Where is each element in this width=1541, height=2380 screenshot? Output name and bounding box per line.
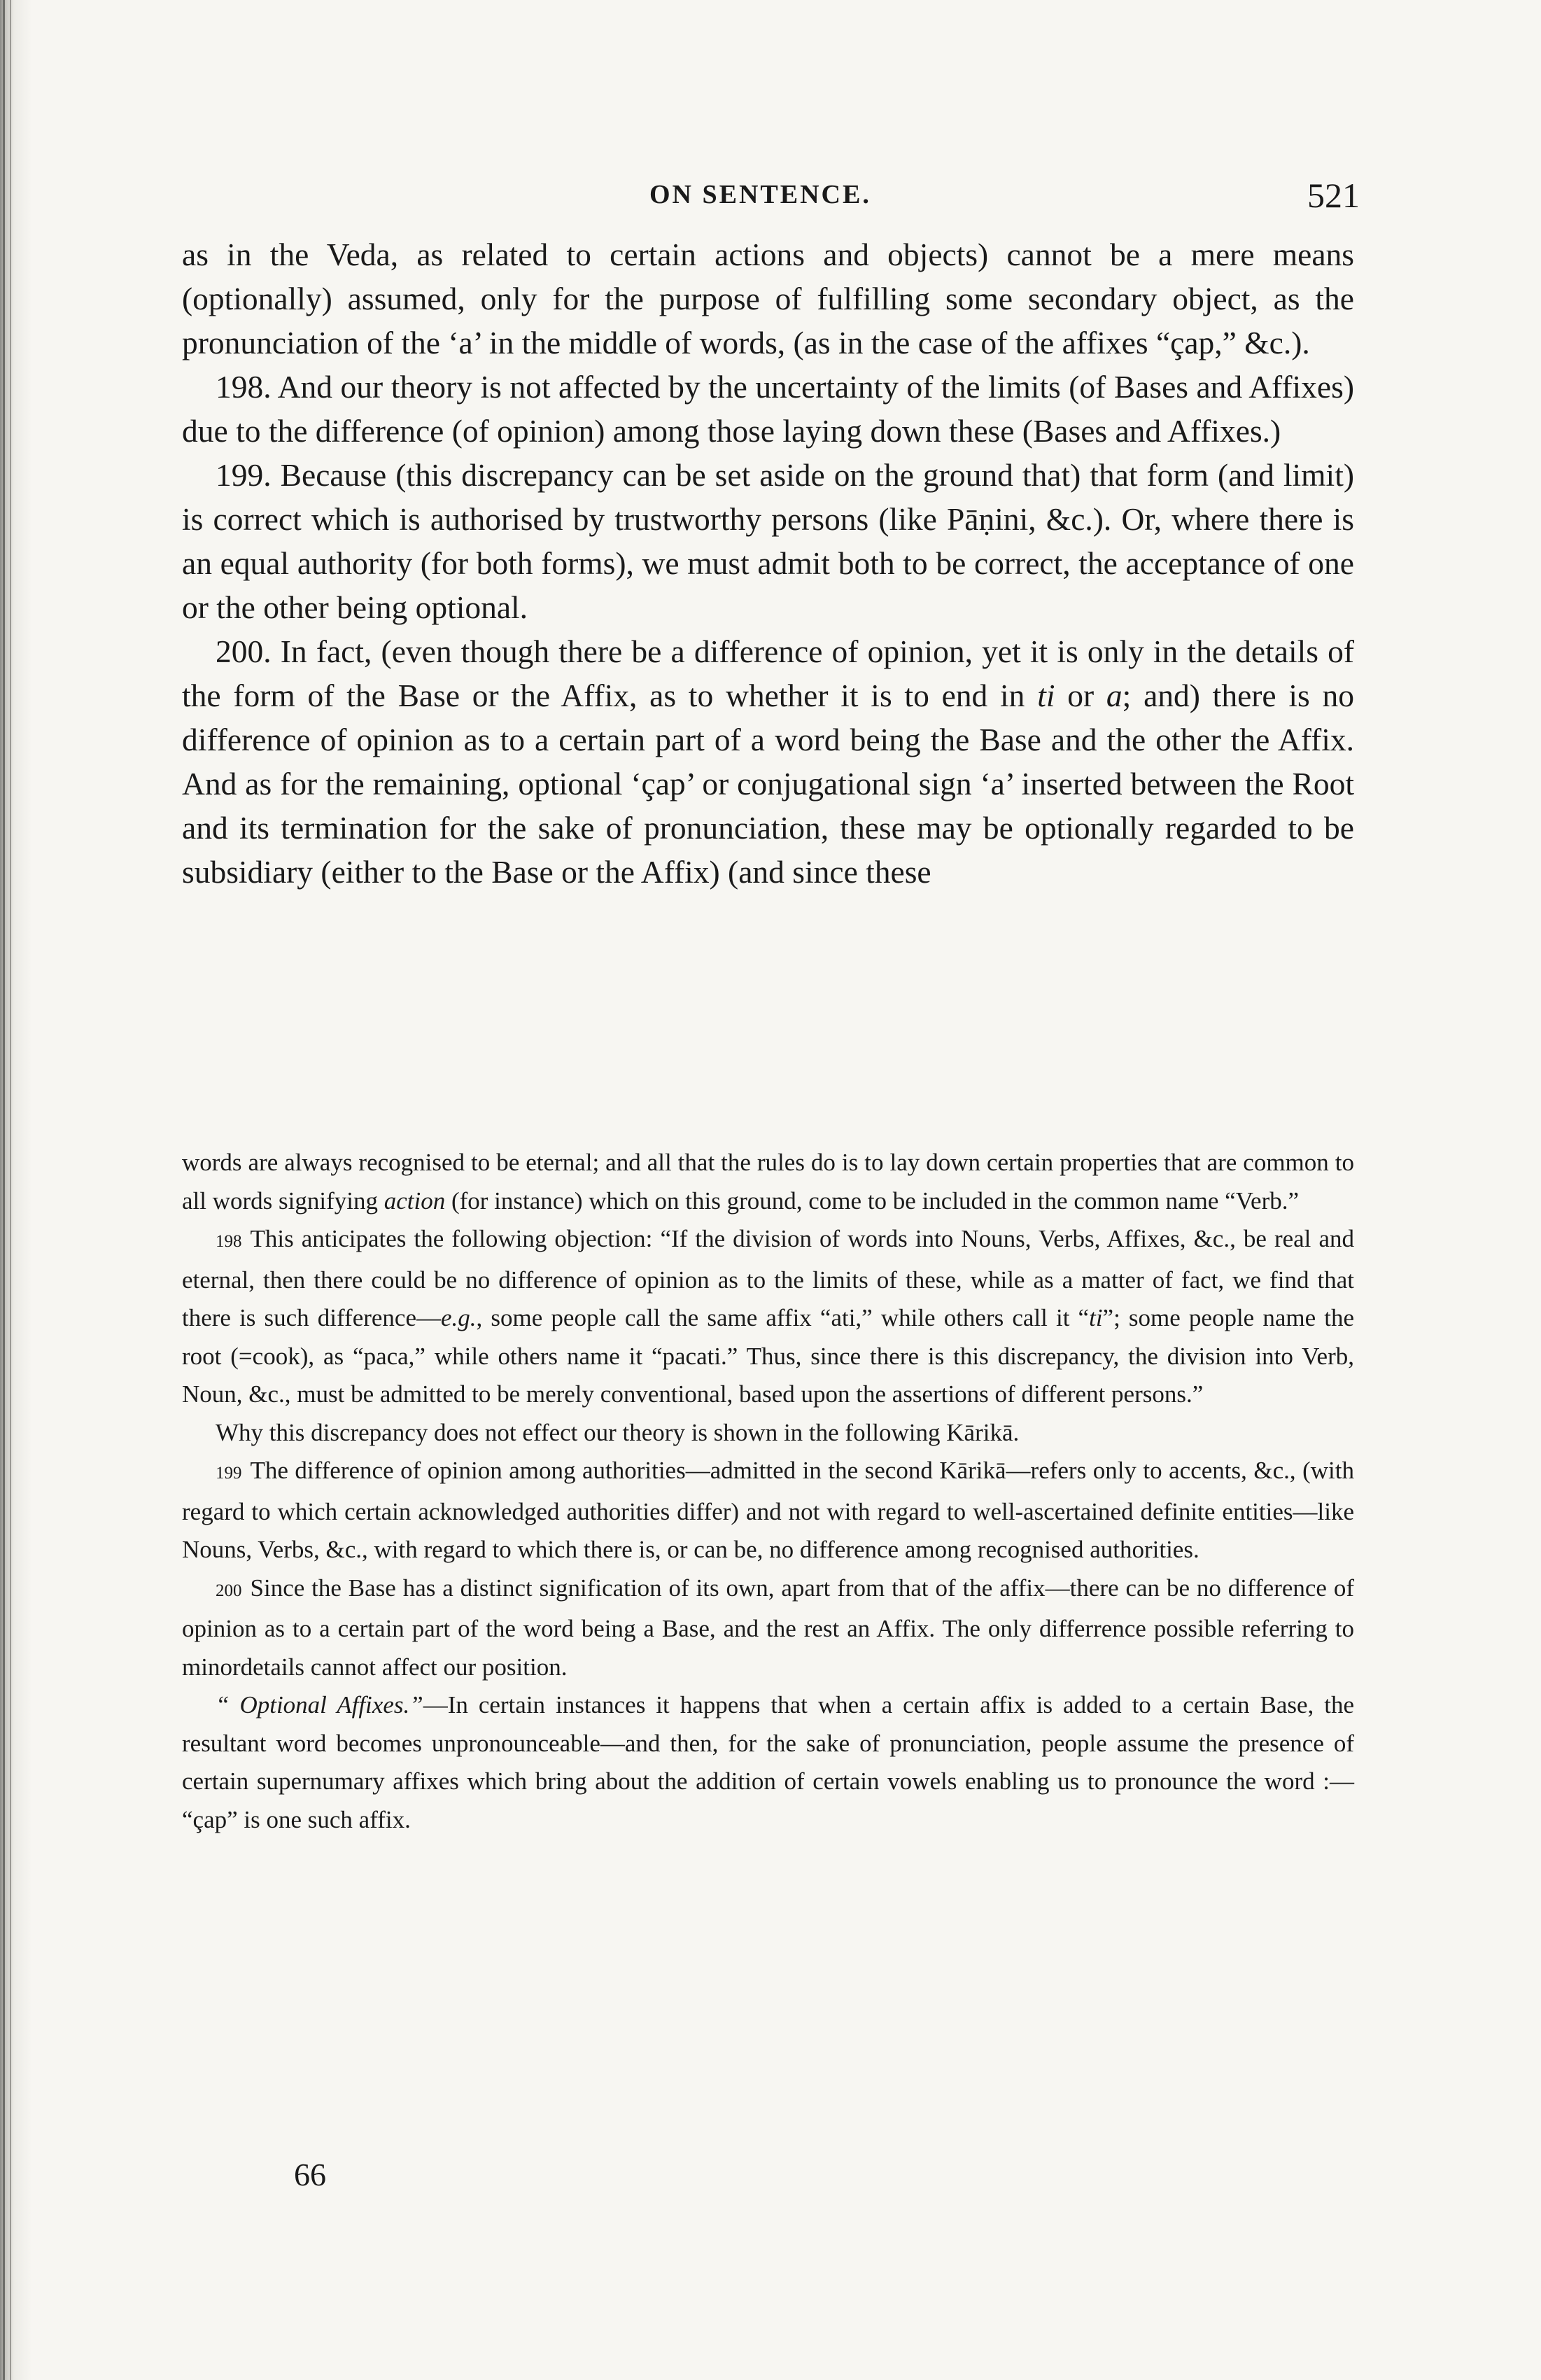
footnote-199-text: The difference of opinion among authorities—admitted in the second Kārikā—refers only to accents, &c., (with regard to which certain acknowledged authorities differ) and not with regard to well-ascertained definite entities—like Nouns, Verbs, &c., with regard to which there is, or can be, no difference among recognised authorities. — [182, 1457, 1354, 1563]
footnote-198-part-c: ”; some people name the root (=cook), as “paca,” while others name it “pacati.” Thus, since there is this discrepancy, the division into Verb, Noun, &c., must be admitted to be merely conventional, based upon the assertions of different persons.” — [182, 1304, 1354, 1408]
footnote-198 — [182, 1220, 1354, 1414]
running-head — [0, 175, 1541, 217]
binding-edge — [0, 0, 32, 2380]
binding-line — [3, 0, 5, 2380]
footnote-number: 199 — [216, 1464, 242, 1483]
footnote-200-text: Since the Base has a distinct signification of its own, apart from that of the affix—there can be no difference of opinion as to a certain part of the word being a Base, and the rest an Affix. The only differrence possible referring to minordetails cannot affect our position. — [182, 1574, 1354, 1681]
paragraph-200-or: or — [1055, 678, 1106, 713]
footnote-continuation-part-a: words are always recognised to be eternal; and all that the rules do is to lay down certain properties that are common to all words signifying — [182, 1149, 1354, 1214]
paragraph-198: 198. And our theory is not affected by the uncertainty of the limits (of Bases and Affixes) due to the difference (of opinion) among those laying down these (Bases and Affixes.) — [182, 369, 1354, 449]
paragraph-199: 199. Because (this discrepancy can be set aside on the ground that) that form (and limit) is correct which is authorised by trustworthy persons (like Pāṇini, &c.). Or, where there is an equal authority (for both forms), we must admit both to be correct, the acceptance of one or the other being optional. — [182, 457, 1354, 625]
paragraph-200 — [182, 629, 1354, 894]
paragraph-200-part-b: ; and) there is no difference of opinion as to a certain part of a word being the Base and the other the Affix. And as for the remaining, optional ‘çap’ or conjugational sign ‘a’ inserted between the Root and its termination for the sake of pronunciation, these may be optionally regarded to be subsidiary (either to the Base or the Affix) (and since these — [182, 678, 1354, 890]
italic-eg: e.g. — [441, 1304, 477, 1331]
footnote-continuation — [182, 1144, 1354, 1220]
optional-affixes-text: —In certain instances it happens that when a certain affix is added to a certain Base, the resultant word becomes unpronounceable—and then, for the sake of pronunciation, people assume the presence of certain supernumary affixes which bring about the addition of certain vowels enabling us to pronounce the word :— “çap” is one such affix. — [182, 1691, 1354, 1833]
italic-ti: ti — [1089, 1304, 1103, 1331]
paragraph-200-part-a: 200. In fact, (even though there be a difference of opinion, yet it is only in the details of the form of the Base or the Affix, as to whether it is to end in — [182, 634, 1354, 713]
optional-affixes-heading: “ Optional Affixes.” — [216, 1691, 423, 1718]
footnote-optional-affixes — [182, 1686, 1354, 1839]
footnote-198-part-b: , some people call the same affix “ati,” while others call it “ — [476, 1304, 1090, 1331]
footnote-198-part-a: This anticipates the following objection: “If the division of words into Nouns, Verbs, Affixes, &c., be real and eternal, then there could be no difference of opinion as to the limits of these, while as a matter of fact, we find that there is such difference— — [182, 1225, 1354, 1331]
italic-a: a — [1106, 678, 1123, 713]
continuation-paragraph: as in the Veda, as related to certain actions and objects) cannot be a mere means (optionally) assumed, only for the purpose of fulfilling some secondary object, as the pronunciation of the ‘a’ in the middle of words, (as in the case of the affixes “çap,” &c.). — [182, 237, 1354, 360]
footnote-199 — [182, 1452, 1354, 1569]
italic-action: action — [384, 1186, 446, 1214]
binding-line — [10, 0, 11, 2380]
main-text — [182, 232, 1354, 894]
page-number: 521 — [1307, 176, 1360, 215]
footnotes — [182, 1144, 1354, 1839]
italic-ti: ti — [1037, 678, 1055, 713]
footnote-number: 200 — [216, 1581, 242, 1600]
footnote-198-why: Why this discrepancy does not effect our theory is shown in the following Kārikā. — [216, 1418, 1020, 1446]
signature-mark: 66 — [294, 2157, 326, 2192]
running-title: ON SENTENCE. — [649, 180, 871, 209]
footnote-200 — [182, 1569, 1354, 1687]
footnote-number: 198 — [216, 1232, 242, 1251]
footnote-continuation-part-b: (for instance) which on this ground, come to be included in the common name “Verb.” — [445, 1186, 1300, 1214]
